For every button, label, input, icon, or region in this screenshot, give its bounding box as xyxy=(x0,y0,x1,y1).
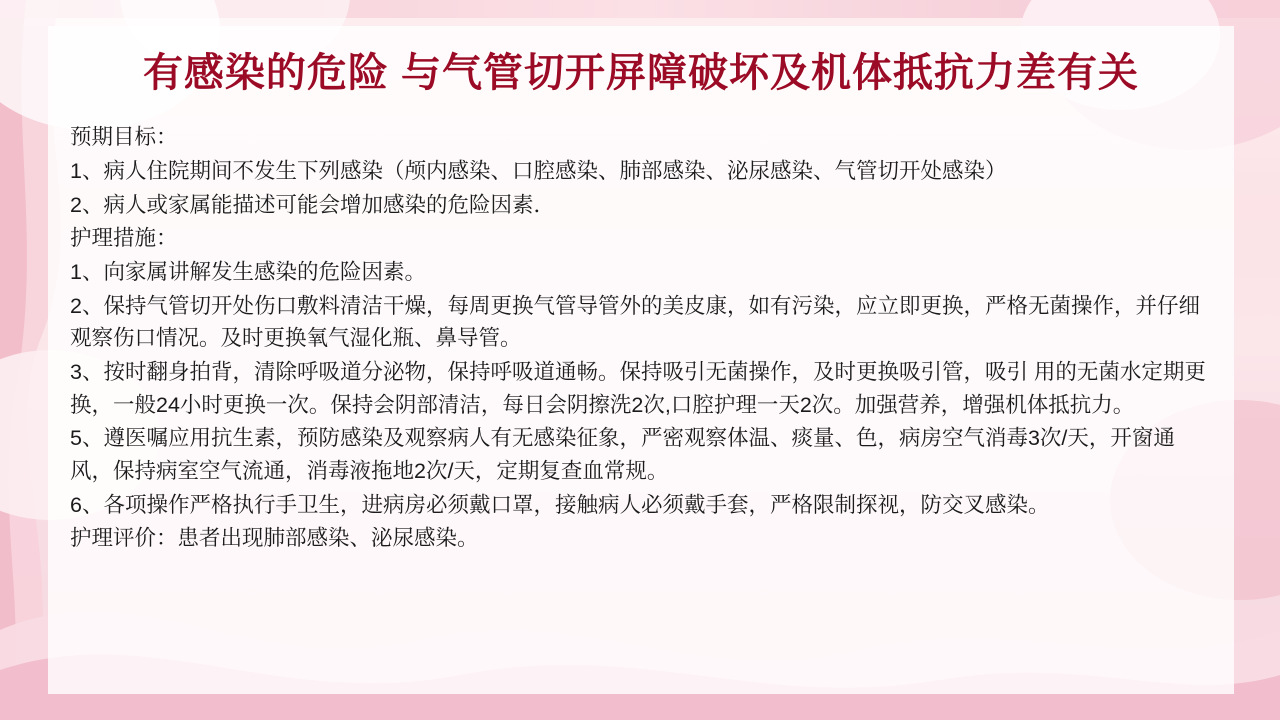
paragraph: 预期目标： xyxy=(70,125,178,150)
paragraph: 6、各项操作严格执行手卫生，进病房必须戴口罩，接触病人必须戴手套，严格限制探视，防交叉感染。 xyxy=(70,492,1050,517)
paragraph: 护理评价：患者出现肺部感染、泌尿感染。 xyxy=(70,526,479,551)
paragraph: 2、保持气管切开处伤口敷料清洁干燥，每周更换气管导管外的美皮康，如有污染，应立即更换，严格无菌操作，并仔细观察伤口情况。及时更换氧气湿化瓶、鼻导管。 xyxy=(70,293,1200,351)
paragraph: 3、按时翻身拍背，清除呼吸道分泌物，保持呼吸道通畅。保持吸引无菌操作，及时更换吸引管，吸引 用的无菌水定期更换，一般24小时更换一次。保持会阴部清洁，每日会阴擦洗2次,口腔护理一天2次。加强营养，增强机体抵抗力。 xyxy=(70,359,1206,417)
paragraph: 护理措施： xyxy=(70,226,178,251)
page-title: 有感染的危险 与气管切开屏障破坏及机体抵抗力差有关 xyxy=(142,51,1140,95)
paragraph: 2、病人或家属能描述可能会增加感染的危险因素． xyxy=(70,192,555,217)
paragraph: 1、向家属讲解发生感染的危险因素。 xyxy=(70,259,426,284)
paragraph: 5、遵医嘱应用抗生素，预防感染及观察病人有无感染征象，严密观察体温、痰量、色，病房空气消毒3次/天，开窗通风，保持病室空气流通，消毒液拖地2次/天，定期复查血常规。 xyxy=(70,426,1175,483)
paragraph: 1、病人住院期间不发生下列感染（颅内感染、口腔感染、肺部感染、泌尿感染、气管切开处感染） xyxy=(70,158,1007,183)
content-card xyxy=(48,26,1234,694)
body-text xyxy=(48,99,1234,555)
